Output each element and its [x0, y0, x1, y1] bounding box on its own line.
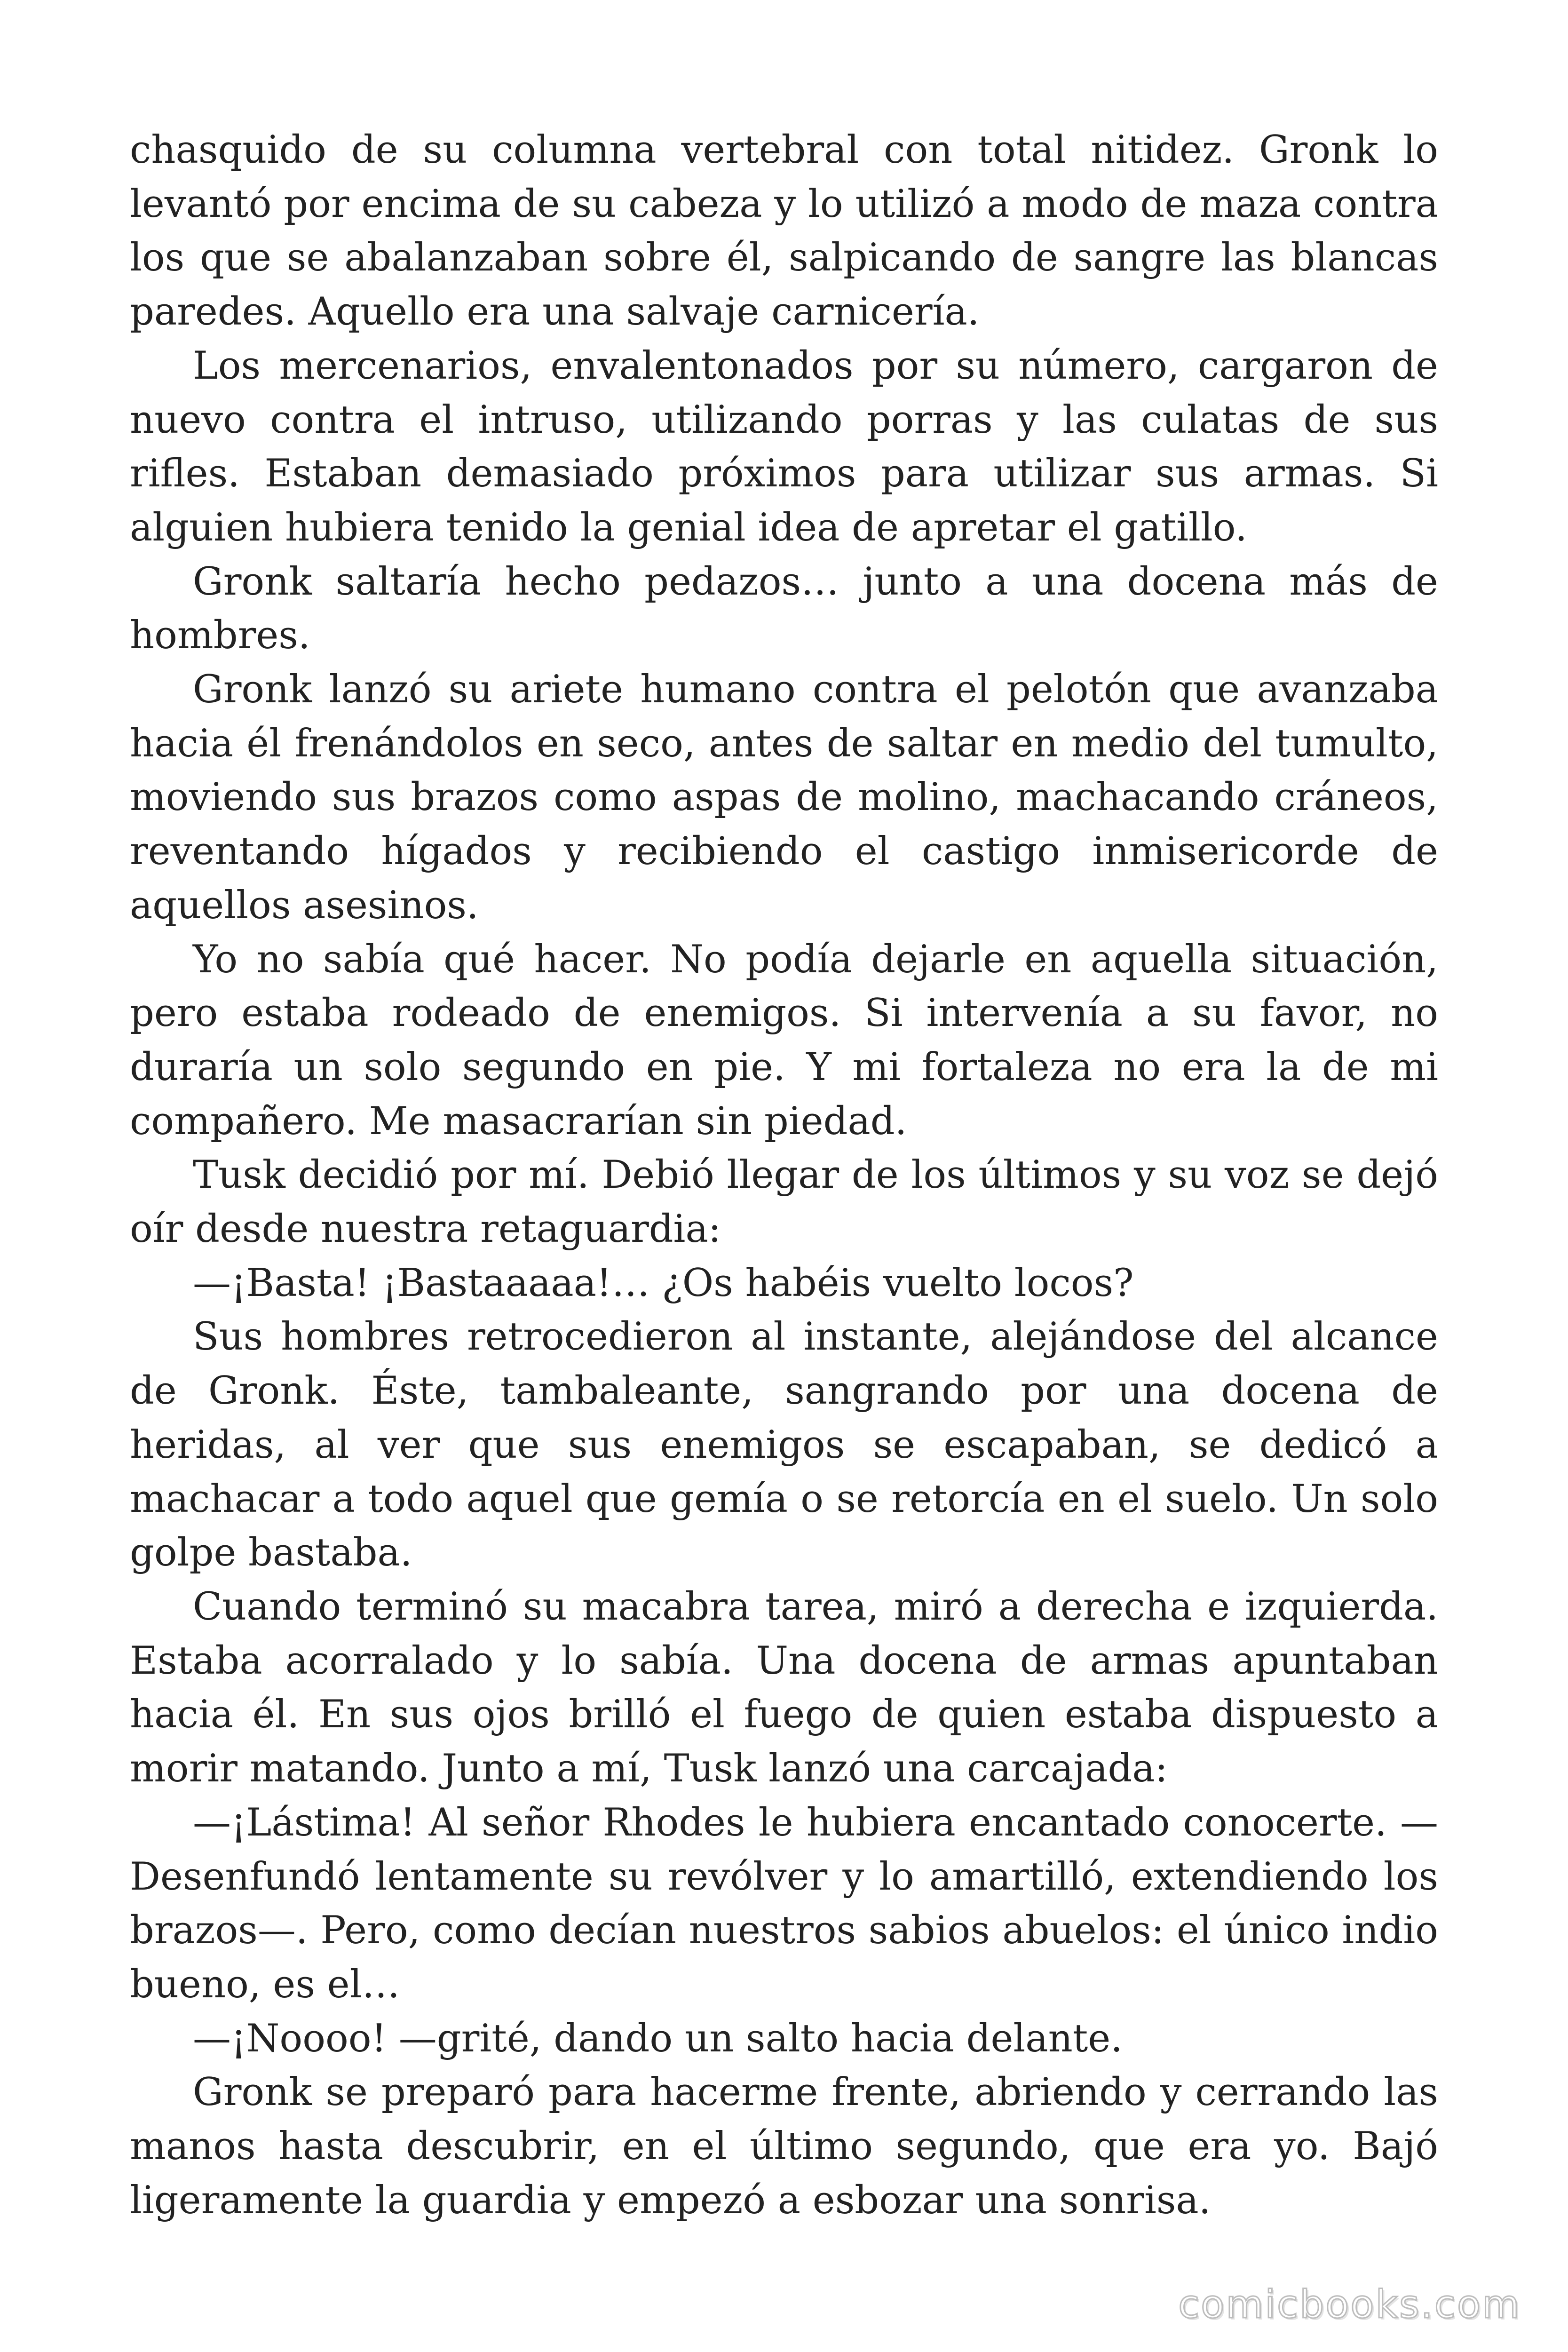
book-page-text: [130, 123, 1438, 2227]
paragraph: chasquido de su columna vertebral con total nitidez. Gronk lo levantó por encima de su cabeza y lo utilizó a modo de maza contra los que se abalanzaban sobre él, salpicando de sangre las blancas paredes. Aquello era una salvaje carnicería.: [130, 128, 1438, 334]
paragraph: —¡Basta! ¡Bastaaaaa!… ¿Os habéis vuelto locos?: [193, 1261, 1134, 1305]
paragraph: Tusk decidió por mí. Debió llegar de los últimos y su voz se dejó oír desde nuestra retaguardia:: [130, 1153, 1438, 1252]
paragraph: Gronk lanzó su ariete humano contra el pelotón que avanzaba hacia él frenándolos en seco, antes de saltar en medio del tumulto, moviendo sus brazos como aspas de molino, machacando cráneos, reventando hígados y recibiendo el castigo inmisericorde de aquellos asesinos.: [130, 667, 1438, 928]
paragraph: Gronk saltaría hecho pedazos… junto a una docena más de hombres.: [130, 559, 1438, 658]
paragraph: Yo no sabía qué hacer. No podía dejarle en aquella situación, pero estaba rodeado de enemigos. Si intervenía a su favor, no duraría un solo segundo en pie. Y mi fortaleza no era la de mi compañero. Me masacrarían sin piedad.: [130, 937, 1438, 1144]
paragraph: Los mercenarios, envalentonados por su número, cargaron de nuevo contra el intruso, utilizando porras y las culatas de sus rifles. Estaban demasiado próximos para utilizar sus armas. Si alguien hubiera tenido la genial idea de apretar el gatillo.: [130, 343, 1438, 550]
paragraph: Gronk se preparó para hacerme frente, abriendo y cerrando las manos hasta descubrir, en el último segundo, que era yo. Bajó ligeramente la guardia y empezó a esbozar una sonrisa.: [130, 2070, 1438, 2223]
paragraph: —¡Noooo! —grité, dando un salto hacia delante.: [193, 2016, 1123, 2061]
paragraph: Cuando terminó su macabra tarea, miró a derecha e izquierda. Estaba acorralado y lo sabía. Una docena de armas apuntaban hacia él. En sus ojos brilló el fuego de quien estaba dispuesto a morir matando. Junto a mí, Tusk lanzó una carcajada:: [130, 1584, 1438, 1791]
paragraph: —¡Lástima! Al señor Rhodes le hubiera encantado conocerte. —Desenfundó lentamente su revólver y lo amartilló, extendiendo los brazos—. Pero, como decían nuestros sabios abuelos: el único indio bueno, es el…: [130, 1800, 1438, 2007]
paragraph: Sus hombres retrocedieron al instante, alejándose del alcance de Gronk. Éste, tambaleante, sangrando por una docena de heridas, al ver que sus enemigos se escapaban, se dedicó a machacar a todo aquel que gemía o se retorcía en el suelo. Un solo golpe bastaba.: [130, 1315, 1438, 1575]
watermark: comicbooks.com: [1178, 2282, 1521, 2327]
